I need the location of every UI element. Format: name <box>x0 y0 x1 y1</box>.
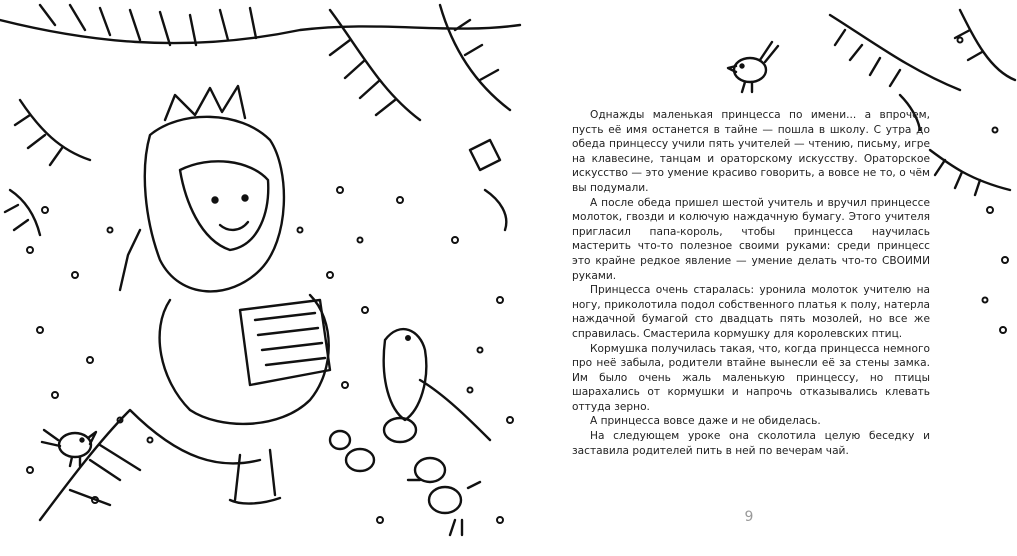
page-number: 9 <box>744 509 754 525</box>
paragraph: А принцесса вовсе даже и не обиделась. <box>590 415 821 428</box>
paragraph: Кормушка получилась такая, что, когда принцесса немного про неё забыла, родители втайне вынесли её за стены замка. Им было очень жаль маленькую принцессу, но птицы шарахались от кормушки и напрочь отказывались клевать оттуда зерно. <box>572 342 930 413</box>
paragraph: А после обеда пришел шестой учитель и вручил принцессе молоток, гвозди и колючую наждачную бумагу. Этого учителя пригласил папа-король, чтобы принцесса научилась мастерить что-то полезное своими руками: среди принцесс это крайне редкое явление — умение делать что-то СВОИМИ руками. <box>572 196 930 282</box>
bird-top-right <box>728 42 778 92</box>
story-text <box>572 108 930 458</box>
birds-group <box>330 329 490 535</box>
paragraph: Однажды маленькая принцесса по имени... а впрочем, пусть её имя останется в тайне — пошла в школу. С утра до обеда принцессу учили пять учителей — чтению, письму, игре на клавесине, танцам и ораторскому искусству. Ораторское искусство — это умение красиво говорить, а вовсе не то, о чём вы подумали. <box>572 109 930 194</box>
paragraph: На следующем уроке она сколотила целую беседку и заставила родителей пить в ней по вечерам чай. <box>572 430 930 457</box>
bird-left <box>42 430 96 466</box>
paragraph: Принцесса очень старалась: уронила молоток учителю на ногу, приколотила подол собственного платья к полу, натерла наждачной бумагой сто двадцать пять мозолей, но все же справилась. Смастерила кормушку для королевских птиц. <box>572 284 930 340</box>
pine-branches-top-left <box>0 5 520 235</box>
